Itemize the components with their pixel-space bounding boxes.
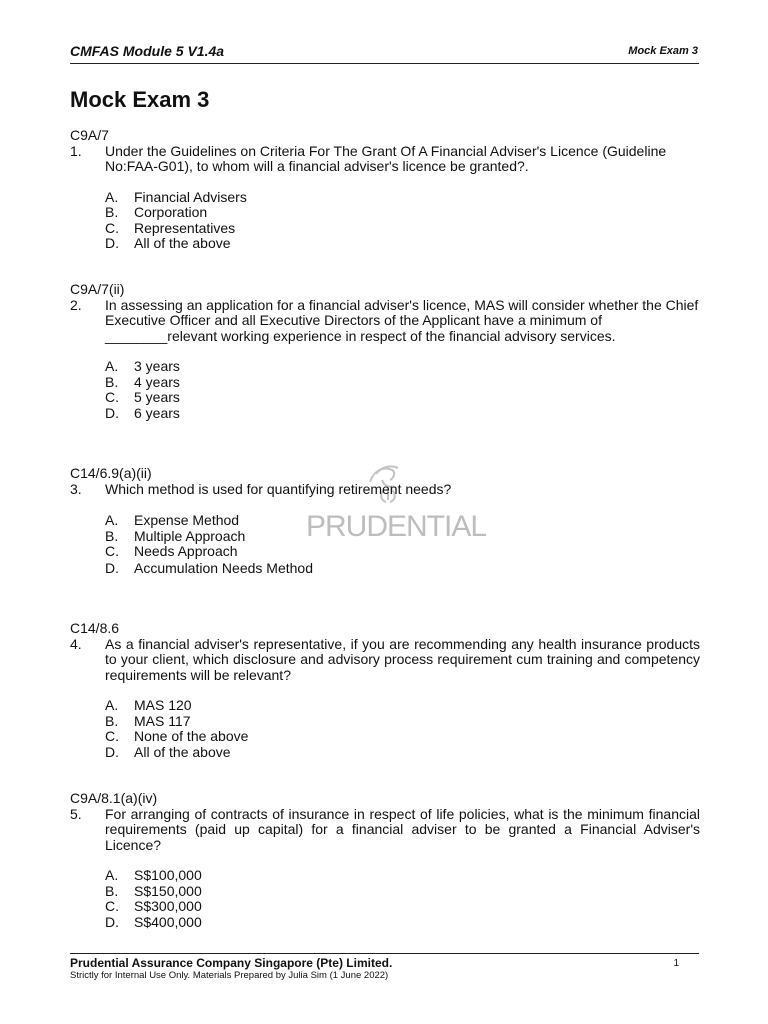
option-a (105, 513, 700, 529)
option-letter: A. (105, 188, 119, 205)
answer-options (105, 868, 700, 930)
question-3 (70, 466, 700, 576)
question-reference: C9A/8.1(a)(iv) (70, 790, 158, 806)
question-text: For arranging of contracts of insurance in respect of life policies, what is the minimum financial requirements (paid up capital) for a financial adviser to be granted a Financial Adviser's Licence? (105, 805, 700, 853)
option-letter: D. (105, 559, 119, 576)
question-text-continued: ________relevant working experience in respect of the financial advisory services. (105, 327, 616, 344)
answer-options (105, 698, 700, 760)
question-reference: C9A/7 (70, 127, 109, 143)
option-c (105, 390, 700, 406)
option-text: S$150,000 (134, 882, 202, 899)
page-title: Mock Exam 3 (70, 87, 210, 112)
option-text: Corporation (134, 204, 208, 220)
option-text: Accumulation Needs Method (134, 559, 313, 576)
option-text: Expense Method (134, 512, 240, 528)
option-letter: B. (105, 204, 119, 220)
header-exam-title: Mock Exam 3 (628, 45, 698, 57)
option-letter: D. (105, 404, 119, 421)
footer-note: Strictly for Internal Use Only. Materials Prepared by Julia Sim (1 June 2022) (70, 970, 389, 981)
footer-company: Prudential Assurance Company Singapore (Pte) Limited. (70, 956, 393, 970)
question-number: 5. (70, 805, 82, 822)
option-letter: A. (105, 697, 119, 713)
answer-options (105, 513, 700, 576)
footer-divider (70, 953, 699, 954)
option-text: 6 years (134, 404, 180, 421)
question-reference: C14/6.9(a)(ii) (70, 465, 152, 481)
option-letter: D. (105, 913, 119, 930)
option-text: 5 years (134, 389, 180, 405)
option-letter: D. (105, 743, 119, 760)
option-d (105, 745, 700, 761)
option-letter: A. (105, 867, 119, 883)
watermark-text: PRUDENTIAL (306, 510, 487, 543)
option-text: S$400,000 (134, 913, 202, 930)
option-text: None of the above (134, 728, 249, 744)
question-1 (70, 128, 700, 252)
option-c (105, 729, 700, 745)
option-letter: C. (105, 389, 119, 405)
option-text: S$300,000 (134, 898, 202, 914)
option-a (105, 359, 700, 375)
option-text: Financial Advisers (134, 188, 247, 205)
option-letter: B. (105, 882, 119, 899)
question-2 (70, 282, 700, 421)
question-text: Under the Guidelines on Criteria For The Grant Of A Financial Adviser's Licence (Guideline No:FAA-G01), to whom will a financial adviser's licence be granted?. (105, 142, 667, 174)
option-text: Multiple Approach (134, 527, 246, 544)
question-text: Which method is used for quantifying retirement needs? (105, 480, 452, 497)
option-letter: B. (105, 527, 119, 544)
header-module-title: CMFAS Module 5 V1.4a (70, 43, 225, 59)
option-c (105, 544, 700, 560)
header-divider (70, 63, 699, 64)
answer-options (105, 190, 700, 252)
option-c (105, 221, 700, 237)
question-text: In assessing an application for a financial adviser's licence, MAS will consider whether the Chief Executive Officer and all Executive Directors of the Applicant have a minimum of (105, 296, 699, 328)
option-letter: C. (105, 219, 119, 236)
option-text: All of the above (134, 235, 231, 251)
option-b (105, 529, 700, 545)
option-a (105, 868, 700, 884)
option-d (105, 915, 700, 931)
option-a (105, 190, 700, 206)
question-4 (70, 621, 700, 760)
question-reference: C9A/7(ii) (70, 281, 125, 297)
option-text: MAS 117 (134, 712, 191, 729)
question-reference: C14/8.6 (70, 620, 120, 636)
option-letter: B. (105, 712, 119, 729)
option-letter: D. (105, 235, 119, 251)
option-text: Needs Approach (134, 543, 238, 559)
question-number: 2. (70, 296, 82, 313)
option-b (105, 714, 700, 730)
option-letter: B. (105, 373, 119, 390)
question-text-block (105, 298, 700, 345)
option-d (105, 236, 700, 252)
question-5 (70, 791, 700, 930)
option-text: All of the above (134, 743, 231, 760)
option-letter: A. (105, 358, 119, 374)
option-c (105, 899, 700, 915)
option-letter: C. (105, 728, 119, 744)
question-text: As a financial adviser's representative, if you are recommending any health insurance products to your client, which disclosure and advisory process requirement cum training and competency requirements will be relevant? (105, 635, 700, 683)
option-b (105, 375, 700, 391)
option-letter: A. (105, 512, 119, 528)
option-d (105, 406, 700, 422)
option-text: S$100,000 (134, 867, 202, 883)
answer-options (105, 359, 700, 421)
option-letter: C. (105, 898, 119, 914)
question-number: 4. (70, 635, 82, 652)
question-number: 1. (70, 142, 82, 159)
option-text: 3 years (134, 358, 180, 374)
option-d (105, 561, 700, 577)
option-b (105, 884, 700, 900)
option-text: 4 years (134, 373, 180, 390)
page-number: 1 (673, 958, 679, 969)
option-letter: C. (105, 543, 119, 559)
question-number: 3. (70, 480, 82, 497)
option-text: MAS 120 (134, 697, 192, 713)
option-a (105, 698, 700, 714)
option-b (105, 205, 700, 221)
option-text: Representatives (134, 219, 236, 236)
